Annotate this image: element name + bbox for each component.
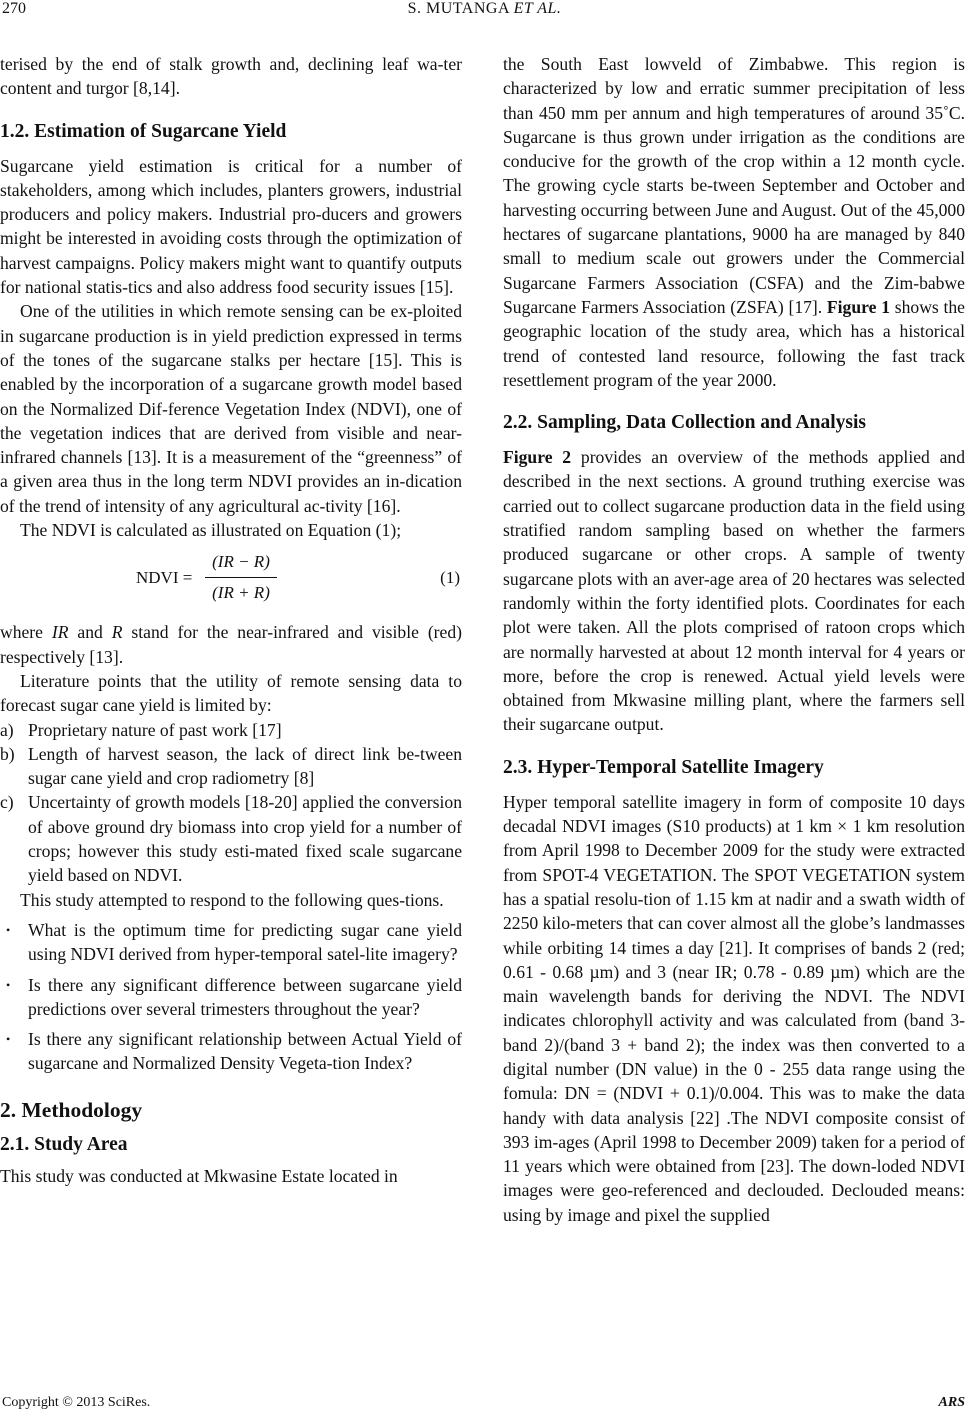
text-run: where	[0, 622, 52, 643]
section-heading-1-2: 1.2. Estimation of Sugarcane Yield	[0, 120, 287, 142]
equation-lhs: NDVI =	[136, 568, 193, 588]
section-heading-2-1: 2.1. Study Area	[0, 1133, 128, 1155]
page-number: 270	[2, 0, 26, 17]
list-item	[0, 1027, 462, 1076]
running-head-etal: ET AL.	[513, 0, 562, 17]
list-item	[0, 918, 462, 967]
text-run: shows the geographic location of the study area, which has a historical trend of contested land resource, following the fast track resettlement program of the year 2000.	[503, 296, 965, 390]
list-item-text: Length of harvest season, the lack of direct link be-tween sugar cane yield and crop radiometry [8]	[28, 743, 462, 789]
list-item-text: Is there any significant relationship between Actual Yield of sugarcane and Normalized Density Vegeta-tion Index?	[28, 1029, 462, 1074]
questions-list	[0, 918, 462, 1076]
list-marker: b)	[0, 743, 15, 764]
limitations-list	[0, 718, 462, 888]
section-heading-2: 2. Methodology	[0, 1097, 143, 1122]
variable-r: R	[111, 622, 123, 643]
page-header	[0, 0, 969, 40]
bullet-icon: •	[6, 1032, 11, 1047]
paragraph: This study attempted to respond to the following ques-tions.	[20, 889, 444, 910]
section-heading-2-3: 2.3. Hyper-Temporal Satellite Imagery	[503, 756, 824, 778]
running-head-authors: S. MUTANGA	[407, 0, 510, 17]
text-run: the South East lowveld of Zimbabwe. This region is characterized by low and erratic summer precipitation of less than 450 mm per annum and high temperatures of around 35˚C. Sugarcane is thus grown under irrigation as the conditions are conducive for the growth of the crop within a 12 month cycle. The growing cycle starts be-tween September and October and harvesting occurring between June and August. Out of the 45,000 hectares of sugarcane plantations, 9000 ha are managed by 840 small to medium scale out growers under the Commercial Sugarcane Farmers Association (CSFA) and the Zim-babwe Sugarcane Farmers Association (ZSFA) [17].	[503, 54, 965, 317]
paragraph: Sugarcane yield estimation is critical for a number of stakeholders, among which includes, planters growers, industrial producers and policy makers. Industrial pro-ducers and growers might be interested in avoiding costs through the optimization of harvest campaigns. Policy makers might want to quantify outputs for national statis-tics and also address food security issues [15].	[0, 155, 462, 298]
equation-fraction	[203, 547, 279, 608]
paragraph: The NDVI is calculated as illustrated on Equation (1);	[20, 520, 402, 541]
paragraph-continued: terised by the end of stalk growth and, declining leaf wa-ter content and turgor [8,14].	[0, 54, 462, 99]
list-item-text: What is the optimum time for predicting sugar cane yield using NDVI derived from hyper-temporal satel-lite imagery?	[28, 919, 462, 965]
running-head	[0, 0, 969, 18]
figure-reference: Figure 2	[503, 447, 572, 468]
right-column	[503, 52, 965, 1227]
paragraph: Hyper temporal satellite imagery in form of composite 10 days decadal NDVI images (S10 products) at 1 km × 1 km resolution from April 1998 to December 2009 for the study were extracted from SPOT-4 VEGETATION. The SPOT VEGETATION system has a spatial resolu-tion of 1.15 km at nadir and a swath width of 2250 kilo-meters that can cover almost all the globe’s landmasses while orbiting 14 times a day [21]. It comprises of bands 2 (red; 0.61 - 0.68 µm) and 3 (near IR; 0.78 - 0.89 µm) which are the main wavelength bands for deriving the NDVI. The NDVI indicates chlorophyll activity and was calculated from (band 3- band 2)/(band 3 + band 2); the index was then converted to a digital number (DN value) in the 0 - 255 data range using the fomula: DN = (NDVI + 0.1)/0.004. This was to make the data handy with data analysis [22] .The NDVI composite consist of 393 im-ages (April 1998 to December 2009) taken for a period of 11 years which were obtained from [23]. The down-loded NDVI images were geo-referenced and declouded. Declouded means: using by image and pixel the supplied	[503, 791, 965, 1225]
equation-numerator: (IR − R)	[212, 552, 270, 572]
list-item	[0, 718, 462, 742]
list-item-text: Proprietary nature of past work [17]	[28, 719, 282, 740]
list-marker: a)	[0, 719, 14, 740]
list-item	[0, 790, 462, 887]
journal-name: ARS	[938, 1395, 965, 1410]
list-item-text: Uncertainty of growth models [18-20] applied the conversion of above ground dry biomass into crop yield for a number of crops; however this study esti-mated fixed scale sugarcane yield based on NDVI.	[28, 792, 462, 886]
bullet-icon: •	[6, 977, 11, 992]
equation-denominator: (IR + R)	[212, 583, 270, 603]
paragraph: This study was conducted at Mkwasine Estate located in	[0, 1165, 398, 1186]
copyright-notice: Copyright © 2013 SciRes.	[2, 1395, 151, 1410]
paragraph	[503, 52, 965, 392]
left-column	[0, 52, 462, 1188]
paragraph	[503, 445, 965, 737]
list-item-text: Is there any significant difference between sugarcane yield predictions over several trimesters throughout the year?	[28, 974, 462, 1019]
bullet-icon: •	[6, 922, 11, 937]
page-footer	[0, 1395, 969, 1414]
list-item	[0, 973, 462, 1022]
equation-number: (1)	[440, 568, 460, 588]
paragraph: Literature points that the utility of remote sensing data to forecast sugar cane yield is limited by:	[0, 670, 462, 716]
paragraph: One of the utilities in which remote sensing can be ex-ploited in sugarcane production is in yield prediction expressed in terms of the tones of the sugarcane stalks per hectare [15]. This is enabled by the incorporation of a sugarcane growth model based on the Normalized Dif-ference Vegetation Index (NDVI), one of the vegetation indices that are derived from visible and near-infrared channels [13]. It is a measurement of the “greenness” of a given area thus in the long term NDVI provides an in-dication of the trend of intensity of any agricultural ac-tivity [16].	[0, 301, 462, 516]
figure-reference: Figure 1	[826, 296, 890, 317]
list-marker: c)	[0, 792, 14, 813]
text-run: provides an overview of the methods applied and described in the next sections. A ground truthing exercise was carried out to collect sugarcane production data in the field using stratified random sampling based on whether the farmers produced sugarcane or other crops. A sample of twenty sugarcane plots with an aver-age area of 20 hectares was selected randomly within the forty identified plots. Coordinates for each plot were taken. All the plots comprised of ratoon crops which are normally harvested at about 12 month interval for 4 years or more, before the crop is renewed. Actual yield levels were obtained from Mkwasine milling plant, where the farmers sell their sugarcane output.	[503, 447, 965, 735]
section-heading-2-2: 2.2. Sampling, Data Collection and Analysis	[503, 412, 866, 434]
variable-ir: IR	[51, 622, 69, 643]
text-run: stand for the near-infrared and visible (red) respectively [13].	[0, 622, 462, 667]
list-item	[0, 742, 462, 791]
paragraph	[0, 620, 462, 669]
equation-1	[0, 544, 462, 614]
text-run: and	[68, 622, 112, 643]
